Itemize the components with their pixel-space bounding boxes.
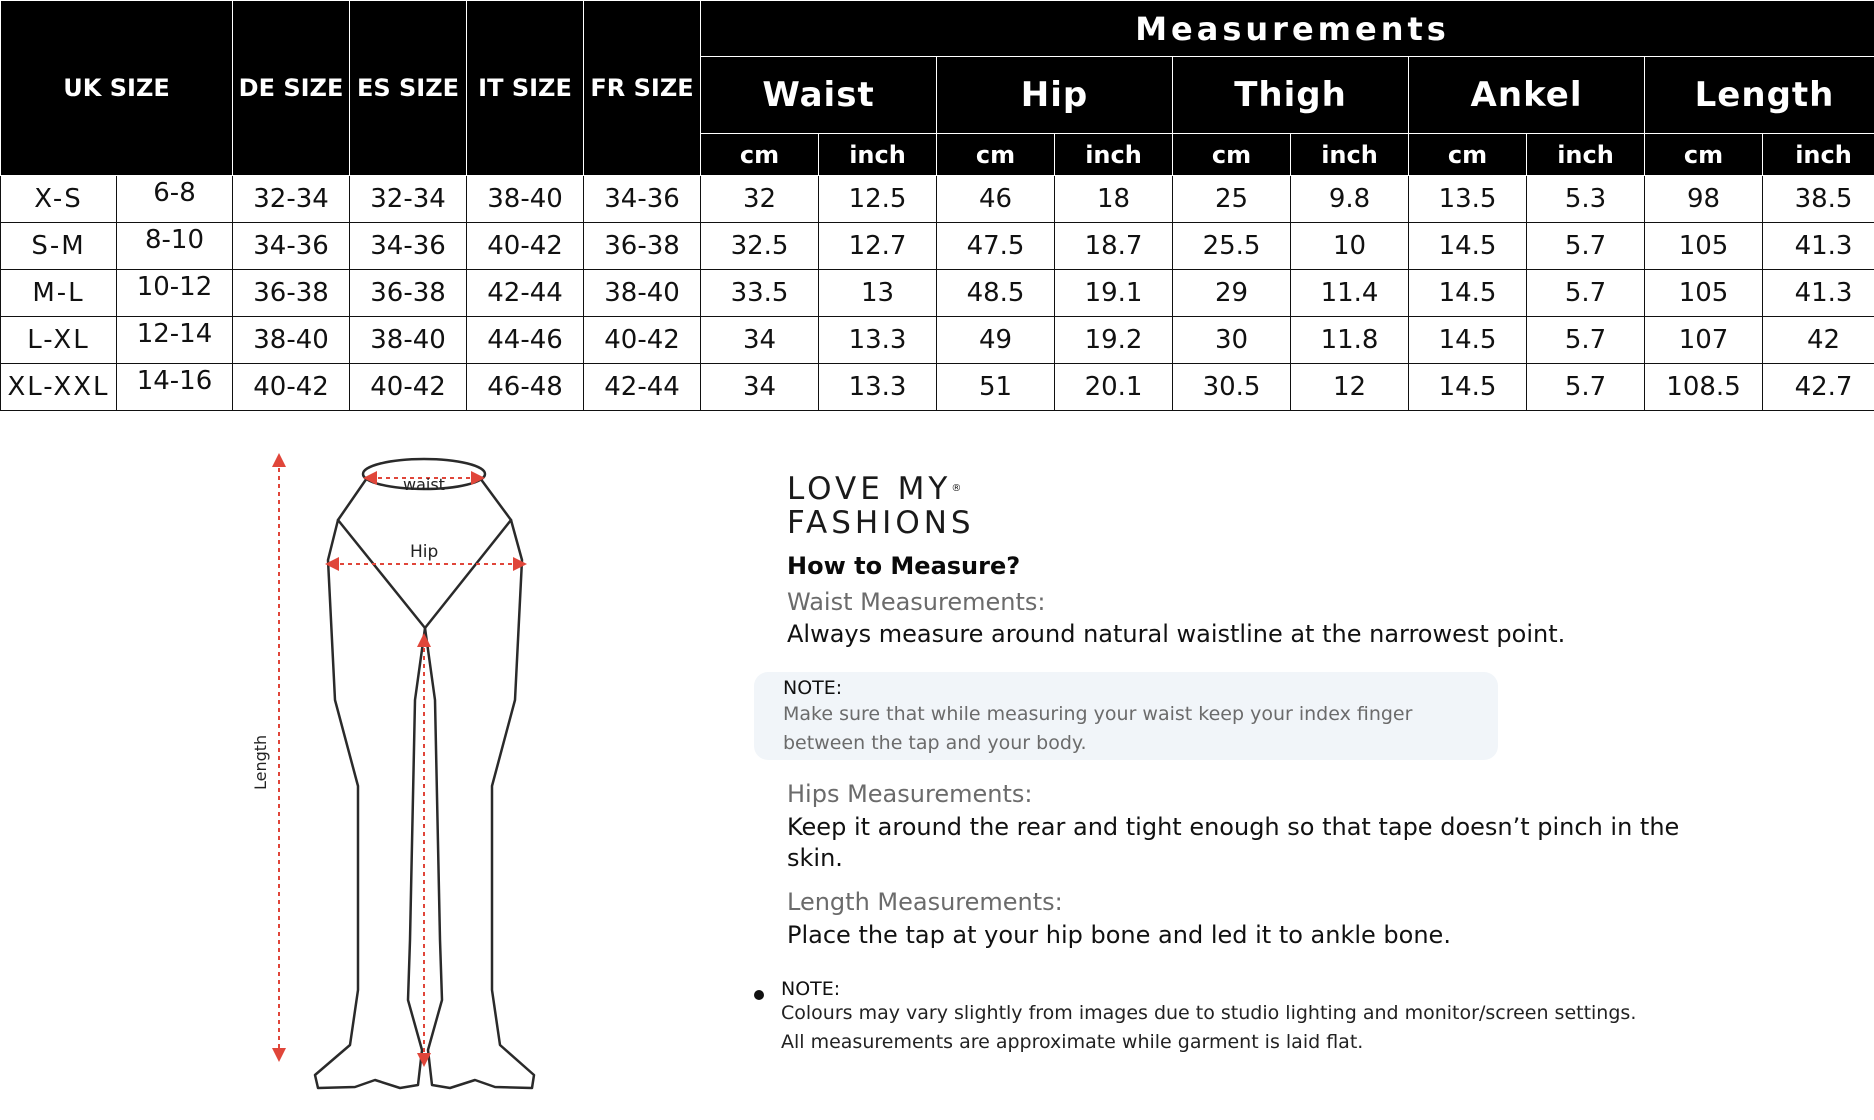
unit-cm: cm xyxy=(701,134,819,176)
uk-size-cell: 10-12 xyxy=(117,270,233,317)
measurement-value-cell: 13.3 xyxy=(819,317,937,364)
right-leg-outline xyxy=(425,478,534,1088)
measurement-value-cell: 18.7 xyxy=(1055,223,1173,270)
size-label-cell: L-XL xyxy=(1,317,117,364)
measurement-value-cell: 41.3 xyxy=(1763,270,1874,317)
it-size-cell: 40-42 xyxy=(467,223,584,270)
measurement-arrows xyxy=(279,460,520,1060)
measurement-value-cell: 11.8 xyxy=(1291,317,1409,364)
measurement-value-cell: 107 xyxy=(1645,317,1763,364)
es-size-cell: 36-38 xyxy=(350,270,467,317)
header-es-size: ES SIZE xyxy=(350,1,467,176)
header-ankel: Ankel xyxy=(1409,57,1645,134)
measurement-value-cell: 14.5 xyxy=(1409,270,1527,317)
brand-line-2: FASHIONS xyxy=(787,505,975,541)
it-size-cell: 44-46 xyxy=(467,317,584,364)
header-fr-size: FR SIZE xyxy=(584,1,701,176)
size-row xyxy=(1,364,1874,411)
measurement-value-cell: 14.5 xyxy=(1409,223,1527,270)
waist-label: waist xyxy=(403,475,445,494)
measurement-value-cell: 49 xyxy=(937,317,1055,364)
measurement-value-cell: 98 xyxy=(1645,176,1763,223)
measurement-value-cell: 12.5 xyxy=(819,176,937,223)
measurement-value-cell: 30 xyxy=(1173,317,1291,364)
measurement-value-cell: 20.1 xyxy=(1055,364,1173,411)
size-label-cell: M-L xyxy=(1,270,117,317)
length-measurements-title: Length Measurements: xyxy=(787,888,1063,916)
waist-note-label: NOTE: xyxy=(783,677,843,699)
measurement-value-cell: 41.3 xyxy=(1763,223,1874,270)
measurement-value-cell: 38.5 xyxy=(1763,176,1874,223)
header-measurements: Measurements xyxy=(701,1,1874,57)
header-length: Length xyxy=(1645,57,1874,134)
de-size-cell: 40-42 xyxy=(233,364,350,411)
uk-size-cell: 14-16 xyxy=(117,364,233,411)
fr-size-cell: 42-44 xyxy=(584,364,701,411)
measurement-value-cell: 105 xyxy=(1645,270,1763,317)
it-size-cell: 38-40 xyxy=(467,176,584,223)
measurement-value-cell: 25 xyxy=(1173,176,1291,223)
hips-measurements-text: Keep it around the rear and tight enough so that tape doesn’t pinch in the skin. xyxy=(787,813,1680,872)
measurement-value-cell: 5.7 xyxy=(1527,223,1645,270)
uk-size-cell: 6-8 xyxy=(117,176,233,223)
how-to-measure-title: How to Measure? xyxy=(787,552,1021,580)
measurement-value-cell: 33.5 xyxy=(701,270,819,317)
unit-cm: cm xyxy=(1409,134,1527,176)
footer-note-text: Colours may vary slightly from images due to studio lighting and monitor/screen settings. All measurements are approximate while garment is laid flat. xyxy=(781,1002,1637,1053)
measurement-value-cell: 105 xyxy=(1645,223,1763,270)
unit-inch: inch xyxy=(1291,134,1409,176)
es-size-cell: 34-36 xyxy=(350,223,467,270)
header-waist: Waist xyxy=(701,57,937,134)
hips-measurements-title: Hips Measurements: xyxy=(787,780,1033,808)
de-size-cell: 36-38 xyxy=(233,270,350,317)
measurement-value-cell: 14.5 xyxy=(1409,317,1527,364)
measurement-value-cell: 19.2 xyxy=(1055,317,1173,364)
measurement-value-cell: 13 xyxy=(819,270,937,317)
size-row xyxy=(1,270,1874,317)
fr-size-cell: 36-38 xyxy=(584,223,701,270)
unit-cm: cm xyxy=(1645,134,1763,176)
measurement-value-cell: 10 xyxy=(1291,223,1409,270)
measurement-value-cell: 42.7 xyxy=(1763,364,1874,411)
measurement-value-cell: 32 xyxy=(701,176,819,223)
es-size-cell: 38-40 xyxy=(350,317,467,364)
measurement-value-cell: 19.1 xyxy=(1055,270,1173,317)
size-label-cell: S-M xyxy=(1,223,117,270)
size-table xyxy=(0,0,1874,411)
measurement-value-cell: 48.5 xyxy=(937,270,1055,317)
length-measurements-text: Place the tap at your hip bone and led it to ankle bone. xyxy=(787,921,1451,949)
measurement-value-cell: 12 xyxy=(1291,364,1409,411)
waist-note-text: Make sure that while measuring your waist keep your index finger between the tap and your body. xyxy=(783,703,1413,754)
size-row xyxy=(1,317,1874,364)
left-leg-outline xyxy=(315,478,425,1088)
es-size-cell: 32-34 xyxy=(350,176,467,223)
registered-mark: ® xyxy=(951,483,962,494)
measurement-value-cell: 9.8 xyxy=(1291,176,1409,223)
unit-inch: inch xyxy=(1055,134,1173,176)
measurement-value-cell: 42 xyxy=(1763,317,1874,364)
header-hip: Hip xyxy=(937,57,1173,134)
measurement-value-cell: 12.7 xyxy=(819,223,937,270)
unit-inch: inch xyxy=(1527,134,1645,176)
measurement-value-cell: 13.3 xyxy=(819,364,937,411)
size-row xyxy=(1,176,1874,223)
measurement-value-cell: 46 xyxy=(937,176,1055,223)
measurement-value-cell: 14.5 xyxy=(1409,364,1527,411)
header-thigh: Thigh xyxy=(1173,57,1409,134)
header-de-size: DE SIZE xyxy=(233,1,350,176)
measurement-value-cell: 13.5 xyxy=(1409,176,1527,223)
brand-logo xyxy=(787,472,975,540)
bullet-icon xyxy=(754,990,764,1000)
de-size-cell: 32-34 xyxy=(233,176,350,223)
it-size-cell: 42-44 xyxy=(467,270,584,317)
measurement-value-cell: 5.7 xyxy=(1527,364,1645,411)
measurement-value-cell: 51 xyxy=(937,364,1055,411)
pants-diagram xyxy=(230,450,560,1100)
waist-measurements-text: Always measure around natural waistline at the narrowest point. xyxy=(787,620,1566,648)
footer-note-label: NOTE: xyxy=(781,978,841,1000)
brand-line-1: LOVE MY® xyxy=(787,471,962,507)
measurement-value-cell: 108.5 xyxy=(1645,364,1763,411)
de-size-cell: 38-40 xyxy=(233,317,350,364)
measurement-value-cell: 5.3 xyxy=(1527,176,1645,223)
unit-inch: inch xyxy=(1763,134,1874,176)
size-table-body xyxy=(1,176,1874,411)
fr-size-cell: 38-40 xyxy=(584,270,701,317)
unit-cm: cm xyxy=(1173,134,1291,176)
measurement-value-cell: 29 xyxy=(1173,270,1291,317)
waist-measurements-title: Waist Measurements: xyxy=(787,588,1046,616)
it-size-cell: 46-48 xyxy=(467,364,584,411)
measurement-value-cell: 30.5 xyxy=(1173,364,1291,411)
fr-size-cell: 34-36 xyxy=(584,176,701,223)
header-it-size: IT SIZE xyxy=(467,1,584,176)
waist-note-box xyxy=(754,672,1498,760)
size-row xyxy=(1,223,1874,270)
measurement-value-cell: 32.5 xyxy=(701,223,819,270)
measurement-value-cell: 34 xyxy=(701,317,819,364)
unit-inch: inch xyxy=(819,134,937,176)
size-label-cell: XL-XXL xyxy=(1,364,117,411)
size-label-cell: X-S xyxy=(1,176,117,223)
measurement-value-cell: 47.5 xyxy=(937,223,1055,270)
measurement-value-cell: 11.4 xyxy=(1291,270,1409,317)
uk-size-cell: 12-14 xyxy=(117,317,233,364)
uk-size-cell: 8-10 xyxy=(117,223,233,270)
crotch-line xyxy=(338,520,511,628)
header-uk-size: UK SIZE xyxy=(1,1,233,176)
measurement-value-cell: 5.7 xyxy=(1527,270,1645,317)
measurement-value-cell: 5.7 xyxy=(1527,317,1645,364)
es-size-cell: 40-42 xyxy=(350,364,467,411)
measurement-value-cell: 25.5 xyxy=(1173,223,1291,270)
de-size-cell: 34-36 xyxy=(233,223,350,270)
hip-label: Hip xyxy=(410,542,439,562)
fr-size-cell: 40-42 xyxy=(584,317,701,364)
measurement-value-cell: 18 xyxy=(1055,176,1173,223)
length-label: Length xyxy=(251,734,270,790)
unit-cm: cm xyxy=(937,134,1055,176)
measurement-value-cell: 34 xyxy=(701,364,819,411)
